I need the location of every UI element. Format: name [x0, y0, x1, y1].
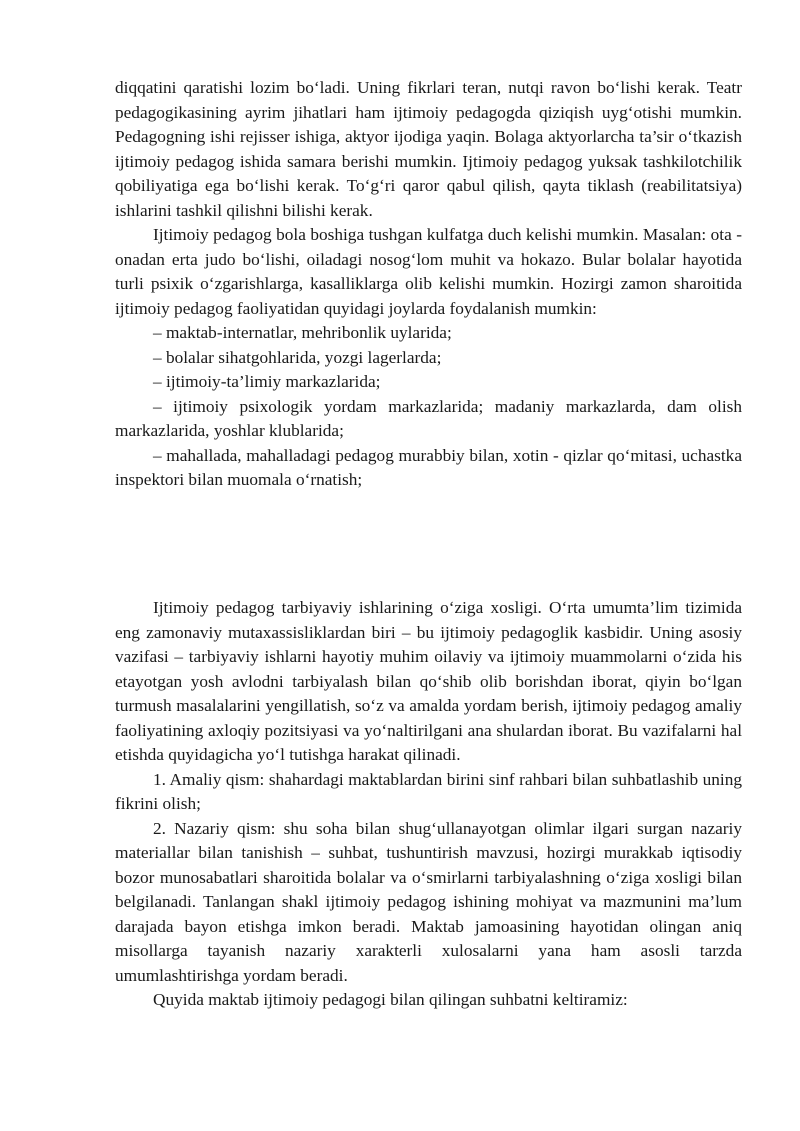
list-item: – bolalar sihatgohlarida, yozgi lagerlarda; — [153, 347, 442, 367]
list-item: – mahallada, mahalladagi pedagog murabbiy bilan, xotin - qizlar qo‘mitasi, uchastka inspektori bilan muomala o‘rnatish; — [115, 445, 742, 489]
paragraph: Quyida maktab ijtimoiy pedagogi bilan qilingan suhbatni keltiramiz: — [153, 990, 628, 1009]
paragraph-continued: diqqatini qaratishi lozim bo‘ladi. Uning fikrlari teran, nutqi ravon bo‘lishi kerak. Teatr pedagogikasining ayrim jihatlari ham ijtimoiy pedagogda qiziqish uyg‘otishi mumkin. Pedagogning ishi rejisser ishiga, aktyor ijodiga yaqin. Bolaga aktyorlarcha ta’sir o‘tkazish ijtimoiy pedagog ishida samara berishi mumkin. Ijtimoiy pedagog yuksak tashkilotchilik qobiliyatiga ega bo‘lishi kerak. To‘g‘ri qaror qabul qilish, qayta tiklash (reabilitatsiya) ishlarini tashkil qilishni bilishi kerak. — [115, 78, 742, 220]
list-item: – ijtimoiy-ta’limiy markazlarida; — [153, 372, 381, 391]
list-item: – ijtimoiy psixologik yordam markazlarida; madaniy markazlarda, dam olish markazlarida, yoshlar klublarida; — [115, 396, 742, 440]
numbered-item: 1. Amaliy qism: shahardagi maktablardan birini sinf rahbari bilan suhbatlashib uning fikrini olish; — [115, 769, 742, 813]
paragraph: Ijtimoiy pedagog bola boshiga tushgan kulfatga duch kelishi mumkin. Masalan: ota - onadan erta judo bo‘lishi, oiladagi nosog‘lom muhit va hokazo. Bular bolalar hayotida turli psixik o‘zgarishlarga, kasalliklarga olib kelishi mumkin. Hozirgi zamon sharoitida ijtimoiy pedagog faoliyatidan quyidagi joylarda foydalanish mumkin: — [115, 225, 742, 318]
numbered-item: 2. Nazariy qism: shu soha bilan shug‘ullanayotgan olimlar ilgari surgan nazariy materiallar bilan tanishish – suhbat, tushuntirish mavzusi, hozirgi murakkab iqtisodiy bozor munosabatlari sharoitida bolalar va o‘smirlarni tarbiyalashning o‘ziga xosligi bilan belgilanadi. Tanlangan shakl ijtimoiy pedagog ishining mohiyat va mazmunini ma’lum darajada bayon etishga imkon beradi. Maktab jamoasining hayotidan olingan aniq misollarga tayanish nazariy xarakterli xulosalarni yana ham asosli tarzda umumlashtirishga yordam beradi. — [115, 818, 742, 985]
text-section-1 — [115, 76, 742, 493]
list-item: – maktab-internatlar, mehribonlik uylarida; — [153, 323, 452, 342]
text-section-2 — [115, 596, 742, 1013]
paragraph: Ijtimoiy pedagog tarbiyaviy ishlarining o‘ziga xosligi. O‘rta umumta’lim tizimida eng zamonaviy mutaxassisliklardan biri – bu ijtimoiy pedagoglik kasbidir. Uning asosiy vazifasi – tarbiyaviy ishlarni hayotiy muhim oilaviy va ijtimoiy muammolarni o‘zida his etayotgan yosh avlodni tarbiyalash bilan qo‘shib olib borishdan iborat, qiyin bo‘lgan turmush masalalarini yengillatish, so‘z va amalda yordam berish, ijtimoiy pedagog amaliy faoliyatining axloqiy pozitsiyasi va yo‘naltirilgani ana shulardan iborat. Bu vazifalarni hal etishda quyidagicha yo‘l tutishga harakat qilinadi. — [115, 598, 742, 764]
